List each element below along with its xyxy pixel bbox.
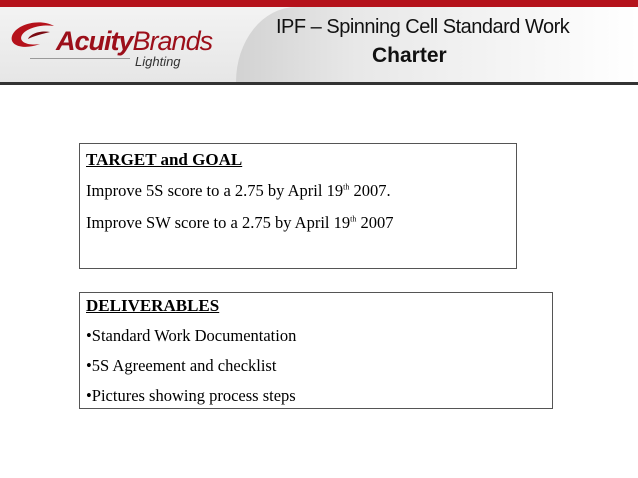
target-line-2: Improve SW score to a 2.75 by April 19th 2007 bbox=[86, 213, 394, 232]
target-line-1: Improve 5S score to a 2.75 by April 19th 2007. bbox=[86, 181, 391, 200]
target-heading: TARGET and GOAL bbox=[86, 150, 243, 169]
deliverable-item: •5S Agreement and checklist bbox=[86, 356, 277, 375]
acuity-brands-logo bbox=[10, 12, 240, 72]
deliverable-item: •Pictures showing process steps bbox=[86, 386, 296, 405]
deliverable-item: •Standard Work Documentation bbox=[86, 326, 297, 345]
page-subtitle: Charter bbox=[372, 44, 447, 67]
header-accent-bar bbox=[0, 0, 638, 7]
logo-rule bbox=[30, 58, 130, 59]
deliverables-heading: DELIVERABLES bbox=[86, 296, 220, 315]
page-title: IPF – Spinning Cell Standard Work bbox=[276, 16, 570, 38]
logo-wordmark: AcuityBrands bbox=[56, 26, 213, 56]
swoosh-icon bbox=[10, 20, 58, 54]
logo-sub-label: Lighting bbox=[135, 54, 181, 69]
deliverables-box bbox=[79, 292, 553, 409]
header-divider bbox=[0, 82, 638, 85]
target-goal-box bbox=[79, 143, 517, 269]
slide-header bbox=[0, 0, 638, 82]
